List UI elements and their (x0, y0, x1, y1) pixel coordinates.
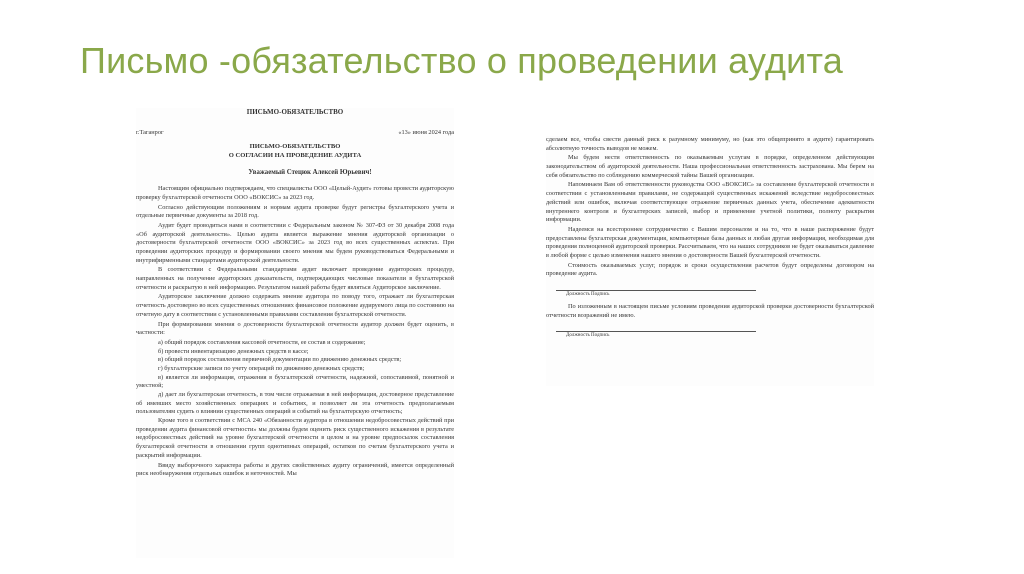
paragraph: Кроме того в соответствии с МСА 240 «Обязанности аудитора в отношении недобросовестных действий при проведении аудита финансовой отчетности» мы должны будем оценить риск существенного искажения в результате недобросовестных действий на уровне бухгалтерской отчетности в целом и на уровне предпосылок составления бухгалтерской отчетности в отношении групп однотипных операций, остатков по счетам бухгалтерского учета и раскрытий информации. (136, 417, 454, 459)
list-item: в) общий порядок составления первичной документации по движению денежных средств; (158, 356, 402, 364)
paragraph: При формировании мнения о достоверности бухгалтерской отчетности аудитор должен будет оценить, в частности: (136, 320, 454, 337)
salutation: Уважаемый Стецюк Алексей Юрьевич! (248, 168, 372, 176)
paragraph: Настоящим официально подтверждаем, что специалисты ООО «Целый-Аудит» готовы провести аудиторскую проверку бухгалтерской отчетности ООО «ВОКСИС» за 2023 год. (136, 185, 454, 201)
paragraph: В соответствии с Федеральными стандартами аудит включает проведение аудиторских процедур, направленных на получение аудиторских доказательств, подтверждающих числовые показатели в бухгалтерской отчетности и раскрытую в ней информацию. Результатом нашей работы будет являться Аудиторское заключение. (136, 266, 454, 291)
sub-heading-2: О СОГЛАСИИ НА ПРОВЕДЕНИЕ АУДИТА (228, 151, 362, 159)
signature-caption: Должность Подпись (566, 292, 610, 297)
list-item: д) дает ли бухгалтерская отчетность, в том числе отражаемая в ней информация, достоверное представление об имевших место хозяйственных операциях и событиях, и позволяет ли эта отчетность предполагаемым пользователям судить о влиянии существенных операций и событий на бухгалтерскую отчетность; (136, 391, 454, 416)
sub-heading-1: ПИСЬМО-ОБЯЗАТЕЛЬСТВО (249, 143, 341, 151)
place-date-row (136, 129, 454, 138)
paragraph: Аудиторское заключение должно содержать мнение аудитора по поводу того, отражает ли бухгалтерская отчетность достоверно во всех существенных отношениях финансовое положение аудируемого лица по состоянию на отчетную дату в соответствии с установленными правилами составления бухгалтерской отчетности. (136, 293, 454, 318)
list-item: г) бухгалтерские записи по учету операций по движению денежных средств; (158, 364, 365, 372)
list-item: а) общий порядок составления кассовой отчетности, ее состав и содержание; (158, 338, 366, 346)
document-page-right (546, 136, 874, 386)
document-page-left (136, 108, 454, 558)
slide-title: Письмо -обязательство о проведении аудита (80, 40, 843, 81)
paragraph: Надеемся на всестороннее сотрудничество с Вашим персоналом и на то, что в наше распоряжение будут предоставлены бухгалтерская документация, компьютерные базы данных и любая другая информация, необходимая для проведения полноценной аудиторской проверки. Рассчитываем, что на наших сотрудников не будет оказываться давление в любой форме с целью изменения нашего мнения о достоверности Вашей бухгалтерской отчетности. (546, 225, 874, 259)
list-item: в) является ли информация, отражения в бухгалтерской отчетности, надежной, сопоставимой, понятной и уместной; (136, 373, 454, 390)
paragraph: Стоимость оказываемых услуг, порядок и сроки осуществления расчетов будут определены договором на проведение аудита. (546, 261, 874, 278)
paragraph: сделаем все, чтобы свести данный риск к разумному минимуму, но (как это общепринято в аудите) гарантировать абсолютную точность выводов не можем. (546, 136, 874, 152)
closing-statement: По изложенным в настоящем письме условиям проведения аудиторской проверки достоверности бухгалтерской отчетности возражений не имею. (546, 302, 874, 319)
signature-caption: Должность Подпись (566, 333, 610, 339)
signature-line (556, 287, 756, 291)
signature-line (556, 328, 756, 332)
document-date: «13» июня 2024 года (398, 128, 454, 136)
list-item: б) провести инвентаризацию денежных средств в кассе; (158, 347, 309, 355)
paragraph: Напоминаем Вам об ответственности руководства ООО «ВОКСИС» за составление бухгалтерской отчетности в соответствии с установленными правилами, не содержащей существенных искажений вследствие недобросовестных действий или ошибок, включая соответствующее отражение первичных данных учета, обеспечение адекватности внутреннего контроля и бухгалтерских записей, выбор и применение учетной политики, полноту раскрытия информации. (546, 181, 874, 224)
paragraph: Согласно действующим положениям и нормам аудита проверке будут регистры бухгалтерского учета и отдельные первичные документы за 2018 год. (136, 203, 454, 220)
paragraph: Ввиду выборочного характера работы и других свойственных аудиту ограничений, имеется определенный риск необнаружения отдельных ошибок и неточностей. Мы (136, 461, 454, 478)
document-heading: ПИСЬМО-ОБЯЗАТЕЛЬСТВО (246, 108, 344, 116)
paragraph: Аудит будет проводиться нами в соответствии с Федеральным законом № 307-ФЗ от 30 декабря 2008 года «Об аудиторской деятельности». Целью аудита является выражение мнения аудиторской организации о достоверности бухгалтерской отчетности ООО «ВОКСИС» за 2023 год во всех существенных аспектах. При проведении аудиторских процедур и формировании своего мнения мы будем руководствоваться Федеральными и внутрифирменными стандартами аудиторской деятельности. (136, 221, 454, 264)
paragraph: Мы будем нести ответственность по оказываемым услугам в порядке, определенном действующим законодательством об аудиторской деятельности. Наша профессиональная ответственность застрахована. Мы берем на себя обязательство по соблюдению коммерческой тайны Вашей организации. (546, 154, 874, 179)
document-place: г.Таганрог (136, 128, 164, 136)
